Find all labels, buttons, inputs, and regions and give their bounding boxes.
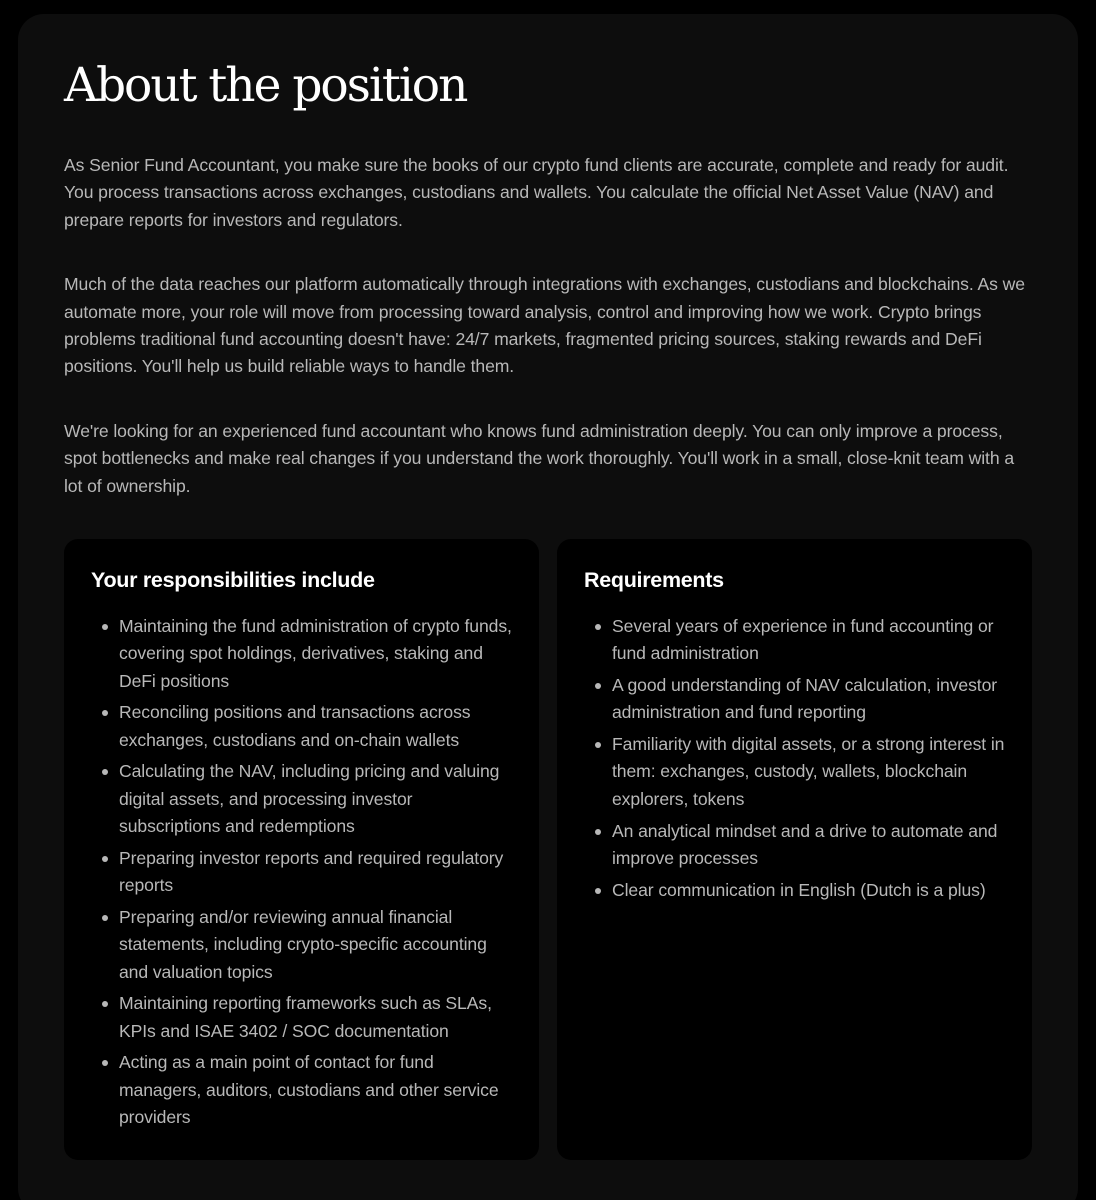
responsibilities-list <box>91 613 515 1131</box>
list-item-text: Calculating the NAV, including pricing and valuing digital assets, and processing investor subscriptions and redemptions <box>119 761 500 837</box>
bullet-icon <box>102 1001 108 1007</box>
bullet-icon <box>102 769 108 775</box>
responsibilities-heading: Your responsibilities include <box>91 568 375 592</box>
list-item <box>91 699 515 754</box>
requirements-card <box>557 539 1032 1160</box>
list-item-text: Preparing investor reports and required regulatory reports <box>119 847 504 896</box>
bullet-icon <box>102 915 108 921</box>
bullet-icon <box>102 624 108 630</box>
list-item <box>91 845 515 900</box>
intro-paragraph: Much of the data reaches our platform automatically through integrations with exchanges, custodians and blockchains. As we automate more, your role will move from processing toward analysis, control and improving how we work. Crypto brings problems traditional fund accounting doesn't have: 24/7 markets, fragmented pricing sources, staking rewards and DeFi positions. You'll help us build reliable ways to handle them. <box>64 274 1025 377</box>
list-item-text: Familiarity with digital assets, or a strong interest in them: exchanges, custody, wallets, blockchain explorers, tokens <box>612 734 1005 809</box>
about-position-section <box>18 14 1078 1200</box>
list-item <box>91 1049 515 1131</box>
bullet-icon <box>595 624 601 630</box>
list-item-text: A good understanding of NAV calculation, investor administration and fund reporting <box>612 675 998 723</box>
intro-paragraph: As Senior Fund Accountant, you make sure the books of our crypto fund clients are accurate, complete and ready for audit. You process transactions across exchanges, custodians and wallets. You calculate the official Net Asset Value (NAV) and prepare reports for investors and regulators. <box>64 155 1009 230</box>
responsibilities-card <box>64 539 539 1160</box>
bullet-icon <box>102 1060 108 1066</box>
list-item <box>91 990 515 1045</box>
intro-text <box>64 152 1032 500</box>
requirements-heading: Requirements <box>584 568 724 592</box>
list-item <box>584 731 1008 813</box>
list-item-text: Several years of experience in fund accounting or fund administration <box>612 616 994 664</box>
bullet-icon <box>595 683 601 689</box>
list-item-text: Maintaining reporting frameworks such as SLAs, KPIs and ISAE 3402 / SOC documentation <box>119 993 492 1041</box>
bullet-icon <box>595 742 601 748</box>
requirements-list <box>584 613 1008 904</box>
list-item-text: Acting as a main point of contact for fund managers, auditors, custodians and other service providers <box>119 1052 499 1128</box>
list-item-text: Reconciling positions and transactions across exchanges, custodians and on-chain wallets <box>119 702 471 750</box>
bullet-icon <box>595 829 601 835</box>
intro-paragraph: We're looking for an experienced fund accountant who knows fund administration deeply. You can only improve a process, spot bottlenecks and make real changes if you understand the work thoroughly. You'll work in a small, close-knit team with a lot of ownership. <box>64 420 1015 496</box>
bullet-icon <box>595 888 601 894</box>
cards-row <box>64 539 1032 1160</box>
page-title: About the position <box>64 58 467 113</box>
list-item <box>584 672 1008 727</box>
list-item <box>91 758 515 840</box>
bullet-icon <box>102 856 108 862</box>
list-item-text: Maintaining the fund administration of crypto funds, covering spot holdings, derivatives, staking and DeFi positions <box>119 616 512 691</box>
bullet-icon <box>102 710 108 716</box>
list-item-text: Preparing and/or reviewing annual financial statements, including crypto-specific accounting and valuation topics <box>119 906 487 982</box>
list-item <box>584 613 1008 668</box>
list-item <box>91 904 515 986</box>
list-item <box>584 877 1008 904</box>
list-item-text: Clear communication in English (Dutch is a plus) <box>612 879 986 900</box>
list-item <box>584 818 1008 873</box>
list-item <box>91 613 515 695</box>
list-item-text: An analytical mindset and a drive to automate and improve processes <box>612 820 998 868</box>
